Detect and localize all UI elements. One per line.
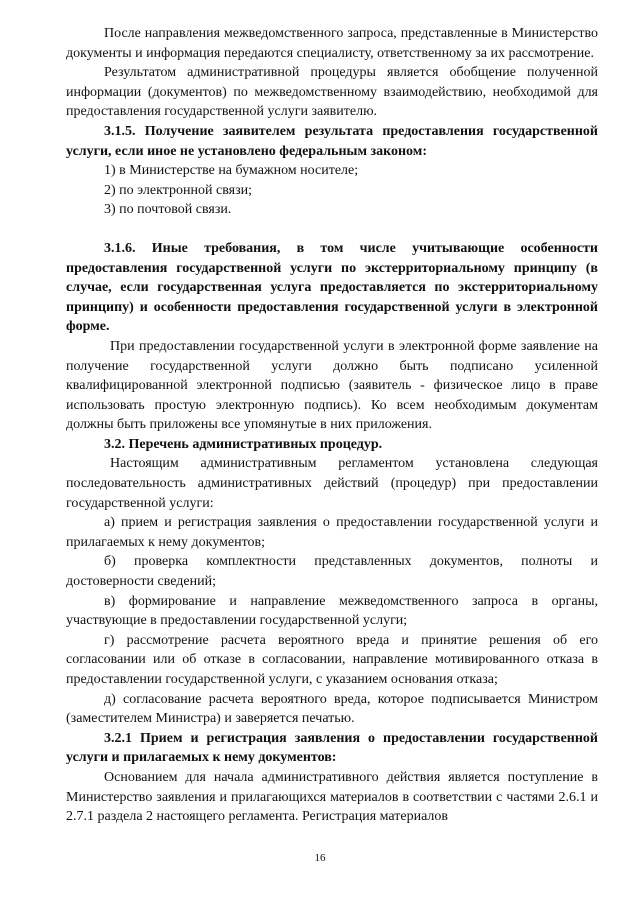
list-item-electronic: 2) по электронной связи; bbox=[104, 182, 252, 198]
paragraph-electronic-form: При предоставлении государственной услуги в электронной форме заявление на получение государственной услуги должно быть подписано усиленной квалифицированной электронной подписью (заявитель - физическое лицо в праве использовать простую электронную подпись). Ко всем необходимым документам должны быть приложены все упомянутые в них приложения. bbox=[66, 338, 598, 433]
paragraph-interagency-request: После направления межведомственного запроса, представленные в Министерство документы и информация передаются специалисту, ответственному за их рассмотрение. bbox=[66, 26, 598, 61]
list-item-a: а) прием и регистрация заявления о предоставлении государственной услуги и прилагаемых к нему документов; bbox=[66, 515, 598, 550]
paragraph-basis: Основанием для начала административного действия является поступление в Министерство заявления и прилагающихся материалов в соответствии с частями 2.6.1 и 2.7.1 раздела 2 настоящего регламента. Регистрация материалов bbox=[66, 769, 598, 825]
list-item-b: б) проверка комплектности представленных документов, полноты и достоверности сведений; bbox=[66, 554, 598, 590]
heading-3-1-6: 3.1.6. Иные требования, в том числе учитывающие особенности предоставления государственной услуги по экстерриториальному принципу (в случае, если государственная услуга предоставляется по экстерриториальному принципу) и особенности предоставления государственной услуги в электронной форме. bbox=[66, 240, 598, 335]
list-item-paper: 1) в Министерстве на бумажном носителе; bbox=[104, 163, 359, 179]
page-body bbox=[66, 24, 598, 827]
list-item-postal: 3) по почтовой связи. bbox=[104, 202, 232, 218]
paragraph-procedure-sequence: Настоящим административным регламентом установлена следующая последовательность административных действий (процедур) при предоставлении государственной услуги: bbox=[66, 456, 598, 511]
list-item-d: д) согласование расчета вероятного вреда, которое подписывается Министром (заместителем Министра) и заверяется печатью. bbox=[66, 691, 598, 727]
page-number: 16 bbox=[314, 852, 326, 864]
heading-3-2: 3.2. Перечень административных процедур. bbox=[104, 436, 383, 452]
heading-3-2-1: 3.2.1 Прием и регистрация заявления о предоставлении государственной услуги и прилагаемых к нему документов: bbox=[66, 730, 598, 766]
heading-3-1-5: 3.1.5. Получение заявителем результата предоставления государственной услуги, если иное не установлено федеральным законом: bbox=[66, 123, 598, 159]
list-item-g: г) рассмотрение расчета вероятного вреда и принятие решения об его согласовании или об отказе в согласовании, направление мотивированного отказа в предоставлении государственной услуги, с указанием основания отказа; bbox=[66, 632, 598, 687]
spacer bbox=[66, 220, 598, 239]
paragraph-procedure-result: Результатом административной процедуры является обобщение полученной информации (документов) по межведомственному взаимодействию, необходимой для предоставления государственной услуги заявителю. bbox=[66, 65, 598, 120]
list-item-v: в) формирование и направление межведомственного запроса в органы, участвующие в предоставлении государственной услуги; bbox=[66, 593, 598, 629]
